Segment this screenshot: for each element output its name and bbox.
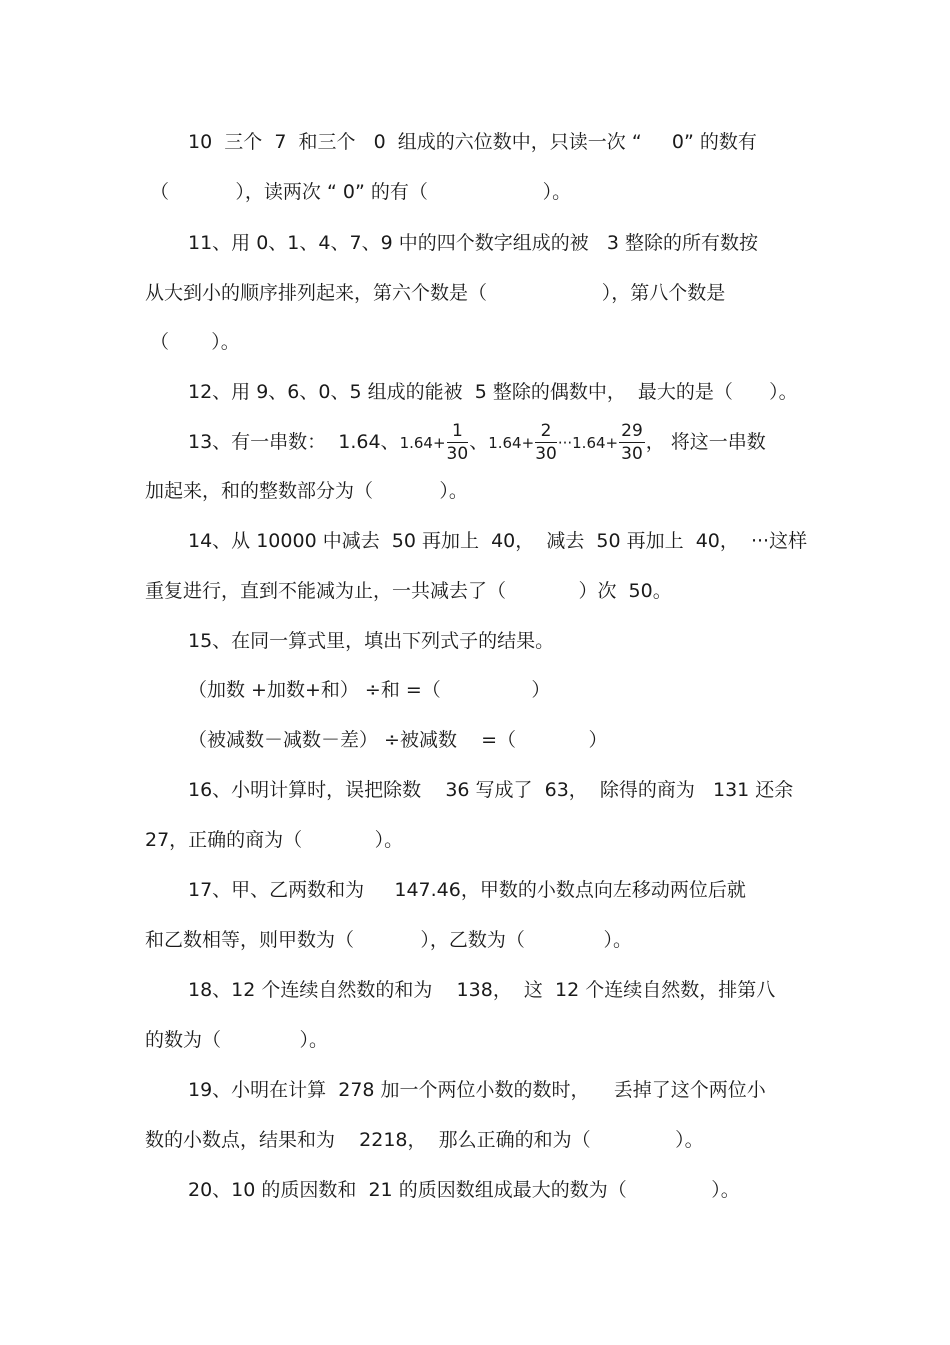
q19-line-1: 19、小明在计算 278 加一个两位小数的数时， 丢掉了这个两位小 <box>188 1079 766 1101</box>
q13-fraction-3-denominator: 30 <box>621 444 643 464</box>
q13-fraction-3-numerator: 29 <box>621 421 643 441</box>
q14-line-1: 14、从 10000 中减去 50 再加上 40， 减去 50 再加上 40， ···这样 <box>188 530 808 552</box>
q13-fraction-2-numerator: 2 <box>535 420 557 443</box>
q13-fraction-2-denominator: 30 <box>535 444 557 464</box>
q13-separator: 、 <box>469 431 489 453</box>
q13-term2-int: 1.64 <box>488 434 522 452</box>
q15-line-3: （被减数－减数－差） ÷被减数 =（ ） <box>188 729 608 751</box>
q13-plus-3: + <box>605 434 619 452</box>
q13-fraction-1 <box>447 420 469 465</box>
q11-line-2: 从大到小的顺序排列起来，第六个数是（ ），第八个数是 <box>145 282 726 304</box>
q17-line-2: 和乙数相等，则甲数为（ ），乙数为（ ）。 <box>145 929 632 951</box>
q13-plus-2: + <box>521 434 535 452</box>
q13-fraction-1-numerator: 1 <box>447 420 469 443</box>
q11-line-3: （ ）。 <box>150 331 240 353</box>
q16-line-1: 16、小明计算时，误把除数 36 写成了 63， 除得的商为 131 还余 <box>188 779 794 801</box>
q13-tail: ， 将这一串数 <box>645 431 766 453</box>
q12-line-1: 12、用 9、6、0、5 组成的能被 5 整除的偶数中， 最大的是（ ）。 <box>188 381 798 403</box>
q16-line-2: 27，正确的商为（ ）。 <box>145 829 404 851</box>
q15-line-1: 15、在同一算式里，填出下列式子的结果。 <box>188 630 555 652</box>
q14-line-2: 重复进行，直到不能减为止，一共减去了（ ）次 50。 <box>145 580 672 602</box>
q18-line-2: 的数为（ ）。 <box>145 1029 329 1051</box>
q10-line-1: 10 三个 7 和三个 0 组成的六位数中，只读一次 “ 0” 的数有 <box>188 131 757 153</box>
q11-line-1: 11、用 0、1、4、7、9 中的四个数字组成的被 3 整除的所有数按 <box>188 232 758 254</box>
q13-term3-int: 1.64 <box>572 434 606 452</box>
q13-fraction-2 <box>535 420 557 465</box>
q19-line-2: 数的小数点，结果和为 2218， 那么正确的和为（ ）。 <box>145 1129 704 1151</box>
q13-line-2: 加起来，和的整数部分为（ ）。 <box>145 480 468 502</box>
q13-term1-int: 1.64 <box>399 434 433 452</box>
q15-line-2: （加数 +加数+和） ÷和 =（ ） <box>188 679 551 701</box>
q17-line-1: 17、甲、乙两数和为 147.46，甲数的小数点向左移动两位后就 <box>188 879 746 901</box>
q13-lead: 13、有一串数： 1.64、 <box>188 431 400 453</box>
q10-line-2: （ ），读两次 “ 0” 的有（ ）。 <box>150 181 572 203</box>
q13-ellipsis: ··· <box>557 434 573 452</box>
q13-line-1 <box>188 418 766 467</box>
q18-line-1: 18、12 个连续自然数的和为 138， 这 12 个连续自然数，排第八 <box>188 979 776 1001</box>
q13-fraction-1-denominator: 30 <box>446 444 469 464</box>
q13-fraction-3 <box>619 420 645 465</box>
q13-plus-1: + <box>432 434 446 452</box>
q20-line-1: 20、10 的质因数和 21 的质因数组成最大的数为（ ）。 <box>188 1179 740 1201</box>
